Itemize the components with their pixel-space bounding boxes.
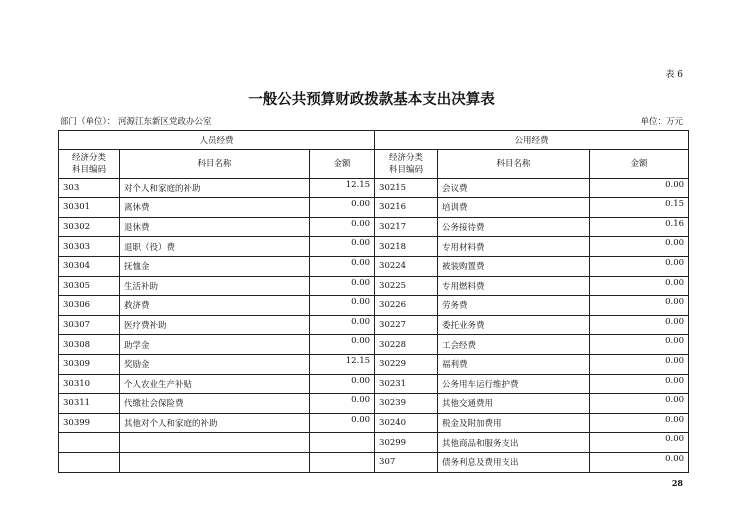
personnel-name-cell: 救济费 <box>120 296 310 316</box>
table-number-label: 表 6 <box>665 70 683 80</box>
public-name-cell: 培训费 <box>438 198 590 218</box>
public-name-cell: 福利费 <box>438 354 590 374</box>
table-row <box>59 394 689 414</box>
personnel-amount-cell: 0.00 <box>310 217 375 237</box>
table-row <box>59 413 689 433</box>
table-row <box>59 354 689 374</box>
personnel-name-cell <box>120 452 310 472</box>
personnel-name-cell: 生活补助 <box>120 276 310 296</box>
table-row <box>59 256 689 276</box>
personnel-amount-cell: 0.00 <box>310 237 375 257</box>
public-name-cell: 公务用车运行维护费 <box>438 374 590 394</box>
personnel-amount-cell: 0.00 <box>310 335 375 355</box>
table-row <box>59 296 689 316</box>
public-code-cell: 30228 <box>375 335 438 355</box>
personnel-amount-cell: 0.00 <box>310 296 375 316</box>
public-amount-cell: 0.16 <box>590 217 689 237</box>
public-amount-cell: 0.00 <box>590 374 689 394</box>
personnel-amount-cell: 0.00 <box>310 256 375 276</box>
public-code-cell: 30227 <box>375 315 438 335</box>
personnel-code-cell: 30301 <box>59 198 120 218</box>
public-amount-cell: 0.15 <box>590 198 689 218</box>
personnel-code-cell <box>59 452 120 472</box>
code-header: 经济分类 科目编码 <box>59 149 120 178</box>
personnel-code-cell: 30309 <box>59 354 120 374</box>
public-amount-cell: 0.00 <box>590 452 689 472</box>
public-name-cell: 劳务费 <box>438 296 590 316</box>
department-label: 部门（单位）： 河源江东新区党政办公室 <box>60 117 212 127</box>
public-code-cell: 30226 <box>375 296 438 316</box>
public-amount-cell: 0.00 <box>590 354 689 374</box>
personnel-amount-cell: 0.00 <box>310 394 375 414</box>
public-name-cell: 债务利息及费用支出 <box>438 452 590 472</box>
public-name-cell: 专用燃料费 <box>438 276 590 296</box>
table-row <box>59 315 689 335</box>
table-row <box>59 178 689 198</box>
unit-label: 单位：万元 <box>640 117 683 127</box>
public-code-cell: 30217 <box>375 217 438 237</box>
public-amount-cell: 0.00 <box>590 276 689 296</box>
personnel-code-cell: 30304 <box>59 256 120 276</box>
public-code-cell: 30224 <box>375 256 438 276</box>
personnel-code-cell: 30311 <box>59 394 120 414</box>
personnel-amount-cell: 0.00 <box>310 198 375 218</box>
public-code-cell: 30240 <box>375 413 438 433</box>
table-row <box>59 374 689 394</box>
public-name-cell: 委托业务费 <box>438 315 590 335</box>
personnel-name-cell: 退休费 <box>120 217 310 237</box>
personnel-amount-cell <box>310 452 375 472</box>
personnel-code-cell: 303 <box>59 178 120 198</box>
personnel-code-cell: 30308 <box>59 335 120 355</box>
amount-header: 金额 <box>310 149 375 178</box>
personnel-name-cell: 助学金 <box>120 335 310 355</box>
public-code-cell: 30239 <box>375 394 438 414</box>
public-name-cell: 会议费 <box>438 178 590 198</box>
personnel-expense-header: 人员经费 <box>59 131 375 150</box>
public-amount-cell: 0.00 <box>590 433 689 453</box>
personnel-name-cell: 个人农业生产补贴 <box>120 374 310 394</box>
personnel-name-cell: 离休费 <box>120 198 310 218</box>
public-code-cell: 30229 <box>375 354 438 374</box>
personnel-code-cell: 30302 <box>59 217 120 237</box>
name-header: 科目名称 <box>438 149 590 178</box>
public-name-cell: 其他交通费用 <box>438 394 590 414</box>
public-code-cell: 30231 <box>375 374 438 394</box>
personnel-amount-cell: 12.15 <box>310 178 375 198</box>
personnel-name-cell: 对个人和家庭的补助 <box>120 178 310 198</box>
code-header: 经济分类 科目编码 <box>375 149 438 178</box>
expenditure-table <box>58 130 689 473</box>
table-row <box>59 335 689 355</box>
public-code-cell: 30218 <box>375 237 438 257</box>
personnel-name-cell: 奖励金 <box>120 354 310 374</box>
personnel-amount-cell: 0.00 <box>310 374 375 394</box>
public-amount-cell: 0.00 <box>590 237 689 257</box>
personnel-code-cell: 30303 <box>59 237 120 257</box>
name-header: 科目名称 <box>120 149 310 178</box>
personnel-amount-cell: 0.00 <box>310 276 375 296</box>
amount-header: 金额 <box>590 149 689 178</box>
table-row <box>59 198 689 218</box>
personnel-name-cell: 退职（役）费 <box>120 237 310 257</box>
public-amount-cell: 0.00 <box>590 315 689 335</box>
personnel-amount-cell: 12.15 <box>310 354 375 374</box>
personnel-name-cell: 代缴社会保险费 <box>120 394 310 414</box>
personnel-code-cell: 30305 <box>59 276 120 296</box>
public-code-cell: 30215 <box>375 178 438 198</box>
public-name-cell: 其他商品和服务支出 <box>438 433 590 453</box>
personnel-amount-cell <box>310 433 375 453</box>
public-name-cell: 专用材料费 <box>438 237 590 257</box>
public-code-cell: 30216 <box>375 198 438 218</box>
table-row <box>59 452 689 472</box>
public-name-cell: 税金及附加费用 <box>438 413 590 433</box>
public-name-cell: 工会经费 <box>438 335 590 355</box>
public-amount-cell: 0.00 <box>590 335 689 355</box>
personnel-code-cell <box>59 433 120 453</box>
personnel-name-cell: 医疗费补助 <box>120 315 310 335</box>
personnel-code-cell: 30399 <box>59 413 120 433</box>
personnel-name-cell: 抚恤金 <box>120 256 310 276</box>
personnel-code-cell: 30306 <box>59 296 120 316</box>
public-amount-cell: 0.00 <box>590 256 689 276</box>
page-title: 一般公共预算财政拨款基本支出决算表 <box>248 92 495 108</box>
table-row <box>59 217 689 237</box>
public-name-cell: 被装购置费 <box>438 256 590 276</box>
personnel-name-cell: 其他对个人和家庭的补助 <box>120 413 310 433</box>
public-code-cell: 307 <box>375 452 438 472</box>
personnel-amount-cell: 0.00 <box>310 315 375 335</box>
table-row <box>59 276 689 296</box>
table-row <box>59 433 689 453</box>
public-expense-header: 公用经费 <box>375 131 689 150</box>
personnel-name-cell <box>120 433 310 453</box>
table-row <box>59 237 689 257</box>
public-name-cell: 公务接待费 <box>438 217 590 237</box>
public-amount-cell: 0.00 <box>590 394 689 414</box>
public-amount-cell: 0.00 <box>590 413 689 433</box>
personnel-code-cell: 30307 <box>59 315 120 335</box>
personnel-code-cell: 30310 <box>59 374 120 394</box>
public-amount-cell: 0.00 <box>590 296 689 316</box>
public-code-cell: 30225 <box>375 276 438 296</box>
personnel-amount-cell: 0.00 <box>310 413 375 433</box>
public-code-cell: 30299 <box>375 433 438 453</box>
public-amount-cell: 0.00 <box>590 178 689 198</box>
page-number: 28 <box>671 478 683 488</box>
